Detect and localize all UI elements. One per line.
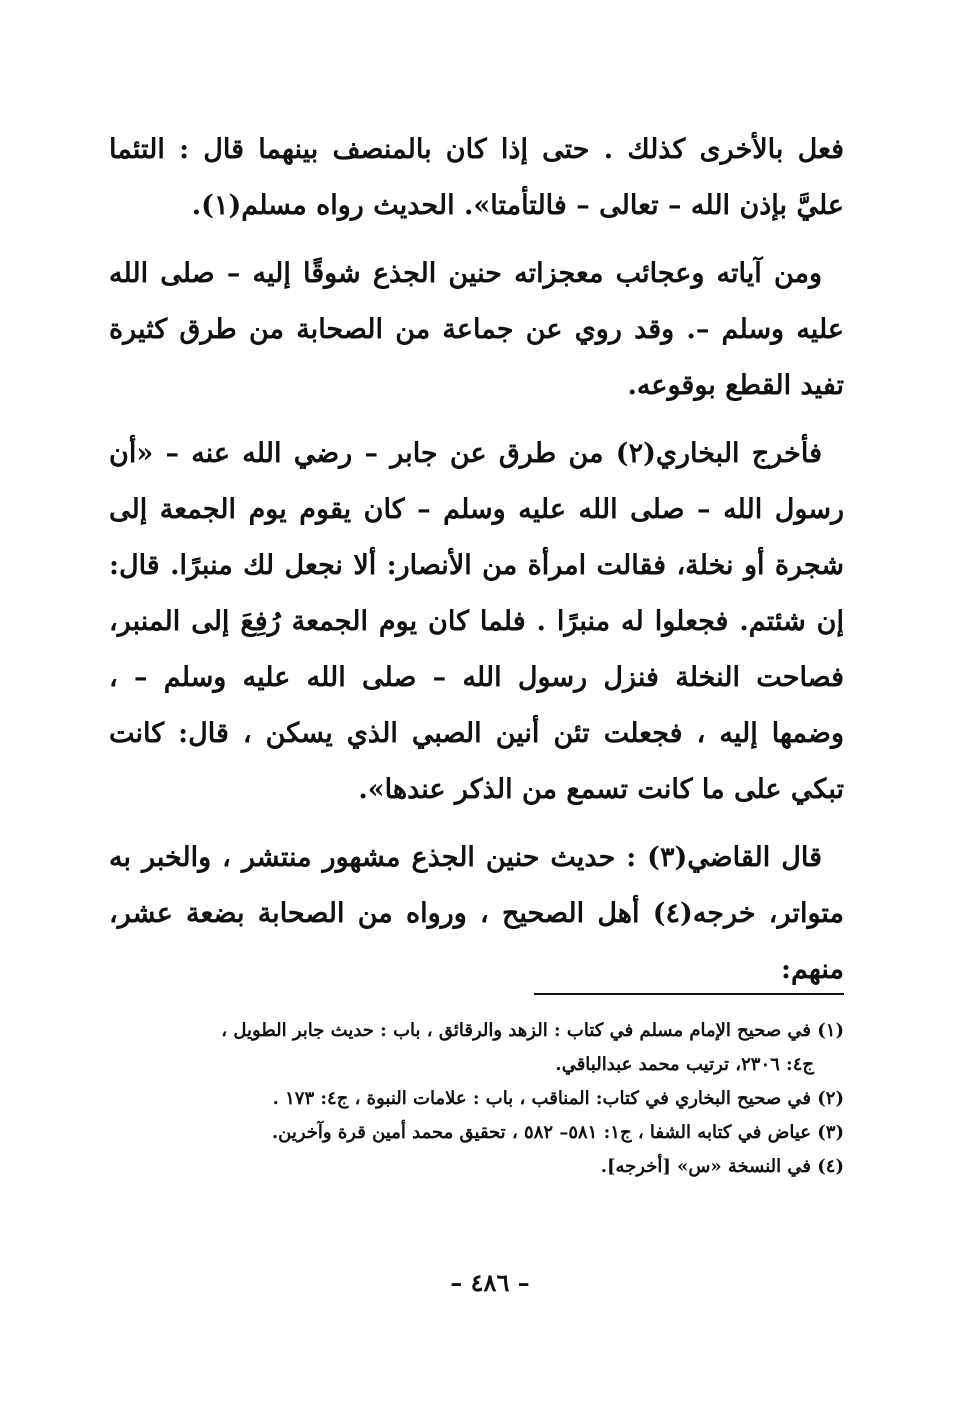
footnote-1-continuation: ج٤: ٢٣٠٦، ترتيب محمد عبدالباقي.: [555, 1054, 814, 1075]
footnote-4: (٤) في النسخة «س» [أخرجه].: [600, 1156, 844, 1177]
paragraph-1: فعل بالأخرى كذلك . حتى إذا كان بالمنصف بينهما قال : التئما عليَّ بإذن الله – تعالى – فالتأمتا». الحديث رواه مسلم(١).: [109, 134, 844, 221]
page-number: – ٤٨٦ –: [450, 1268, 530, 1297]
footnote-3: (٣) عياض في كتابه الشفا ، ج١: ٥٨١– ٥٨٢ ، تحقيق محمد أمين قرة وآخرين.: [271, 1122, 844, 1143]
footnotes: [109, 1014, 844, 1184]
footnote-1: (١) في صحيح الإمام مسلم في كتاب : الزهد والرقائق ، باب : حديث جابر الطويل ،: [221, 1020, 844, 1041]
paragraph-4: قال القاضي(٣) : حديث حنين الجذع مشهور منتشر ، والخبر به متواتر، خرجه(٤) أهل الصحيح ، ورواه من الصحابة بضعة عشر، منهم:: [109, 842, 844, 985]
main-text: [109, 122, 844, 1010]
footnote-divider: [534, 993, 844, 995]
footnote-2: (٢) في صحيح البخاري في كتاب: المناقب ، باب : علامات النبوة ، ج٤: ١٧٣ .: [272, 1088, 844, 1109]
paragraph-3: فأخرج البخاري(٢) من طرق عن جابر – رضي الله عنه – «أن رسول الله – صلى الله عليه وسلم – كان يقوم يوم الجمعة إلى شجرة أو نخلة، فقالت امرأة من الأنصار: ألا نجعل لك منبرًا. قال: إن شئتم. فجعلوا له منبرًا . فلما كان يوم الجمعة رُفِعَ إلى المنبر، فصاحت النخلة فنزل رسول الله – صلى الله عليه وسلم – ، وضمها إليه ، فجعلت تئن أنين الصبي الذي يسكن ، قال: كانت تبكي على ما كانت تسمع من الذكر عندها».: [109, 438, 844, 805]
paragraph-2: ومن آياته وعجائب معجزاته حنين الجذع شوقًا إليه – صلى الله عليه وسلم –. وقد روي عن جماعة من الصحابة من طرق كثيرة تفيد القطع بوقوعه.: [109, 258, 844, 401]
